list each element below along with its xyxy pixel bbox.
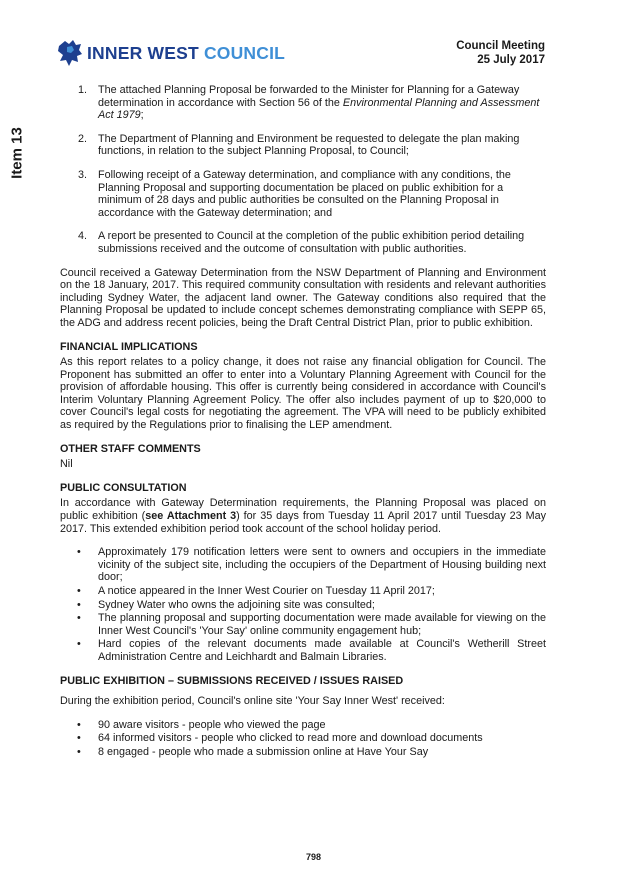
list-item [60, 169, 546, 219]
list-item-text: The attached Planning Proposal be forwarded to the Minister for Planning for a Gateway determination in accordance with Section 56 of the [98, 84, 520, 109]
submissions-paragraph: During the exhibition period, Council's online site 'Your Say Inner West' received: [60, 695, 445, 708]
consultation-heading: PUBLIC CONSULTATION [60, 481, 187, 494]
item-number-label: Item 13 [8, 127, 26, 179]
list-item-number: 4. [78, 230, 88, 243]
list-item: • A notice appeared in the Inner West Courier on Tuesday 11 April 2017; [60, 585, 546, 598]
list-item: • 64 informed visitors - people who clicked to read more and download documents [60, 732, 546, 745]
list-item: • Hard copies of the relevant documents made available at Council's Wetherill Street Administration Centre and Leichhardt and Balmain Libraries. [60, 638, 546, 663]
staff-comments-text: Nil [60, 458, 73, 471]
consultation-text-end: ) for 35 days from Tuesday 11 April 2017 until Tuesday 23 May 2017. This extended exhibition period took account of the school holiday period. [60, 510, 546, 535]
staff-comments-heading: OTHER STAFF COMMENTS [60, 442, 201, 455]
page-header [0, 0, 627, 80]
list-item-text: Following receipt of a Gateway determination, and compliance with any conditions, the Planning Proposal and supporting documentation be placed on public exhibition for a minimum of 28 days and public authorities be consulted on the Planning Proposal in accordance with the Gateway determination; and [98, 168, 511, 219]
list-item-text: A report be presented to Council at the completion of the public exhibition period detailing submissions received and the outcome of consultation with public authorities. [98, 230, 525, 255]
list-item-number: 3. [78, 168, 88, 181]
list-item [60, 230, 546, 255]
logo-text-secondary: COUNCIL [203, 42, 286, 63]
recommendation-list [60, 84, 546, 256]
financial-heading: FINANCIAL IMPLICATIONS [60, 340, 198, 353]
meeting-date: 25 July 2017 [477, 53, 545, 66]
list-item: • Sydney Water who owns the adjoining site was consulted; [60, 599, 546, 612]
list-item [60, 84, 546, 122]
act-title: Environmental Planning and Assessment Act 1979 [98, 96, 540, 122]
list-item [60, 133, 546, 158]
council-logo [56, 38, 285, 68]
meeting-title: Council Meeting [456, 40, 545, 52]
gateway-paragraph: Council received a Gateway Determination from the NSW Department of Planning and Environment on the 18 January, 2017. This required community consultation with residents and relevant authorities including Sydney Water, the adjacent land owner. The Gateway conditions also required that the Planning Proposal be updated to include concept schemes demonstrating compliance with SEPP 65, the ADG and address recent policies, being the Draft Central District Plan, prior to public exhibition. [60, 266, 546, 329]
list-item-number: 1. [78, 84, 88, 96]
list-item: • The planning proposal and supporting documentation were made available for viewing on the Inner West Council's 'Your Say' online community engagement hub; [60, 612, 546, 637]
list-item: • 90 aware visitors - people who viewed the page [60, 719, 546, 732]
council-map-icon [56, 38, 84, 68]
attachment-reference: see Attachment 3 [145, 510, 237, 523]
financial-paragraph: As this report relates to a policy change, it does not raise any financial obligation for Council. The Proponent has submitted an offer to enter into a Voluntary Planning Agreement with Council for the provision of affordable housing. This offer is currently being considered in accordance with Council's Interim Voluntary Planning Agreement Policy. The offer also includes payment of up to $20,000 to cover Council's legal costs for negotiating the agreement. The VPA will need to be publicly exhibited as required by the Regulations prior to finalising the LEP amendment. [60, 356, 546, 432]
report-body [60, 84, 546, 770]
page-number: 798 [305, 852, 322, 862]
consultation-bullet-list [60, 546, 546, 663]
submissions-bullet-list [60, 719, 546, 759]
list-item-text: The Department of Planning and Environment be requested to delegate the plan making functions, in relation to the subject Planning Proposal, to Council; [98, 132, 520, 158]
list-item-text-end: ; [140, 109, 144, 122]
list-item: • 8 engaged - people who made a submission online at Have Your Say [60, 746, 546, 759]
meeting-info [456, 40, 545, 67]
list-item-number: 2. [78, 132, 88, 145]
consultation-text-start: In accordance with Gateway Determination requirements, the Planning Proposal was placed on public exhibition ( [60, 497, 546, 523]
consultation-paragraph [60, 497, 546, 535]
list-item: • Approximately 179 notification letters were sent to owners and occupiers in the immediate vicinity of the subject site, including the occupiers of the Department of Housing building next door; [60, 546, 546, 584]
submissions-heading: PUBLIC EXHIBITION – SUBMISSIONS RECEIVED / ISSUES RAISED [60, 674, 404, 687]
logo-text-primary: INNER WEST [87, 42, 199, 63]
item-side-tab [4, 108, 32, 198]
